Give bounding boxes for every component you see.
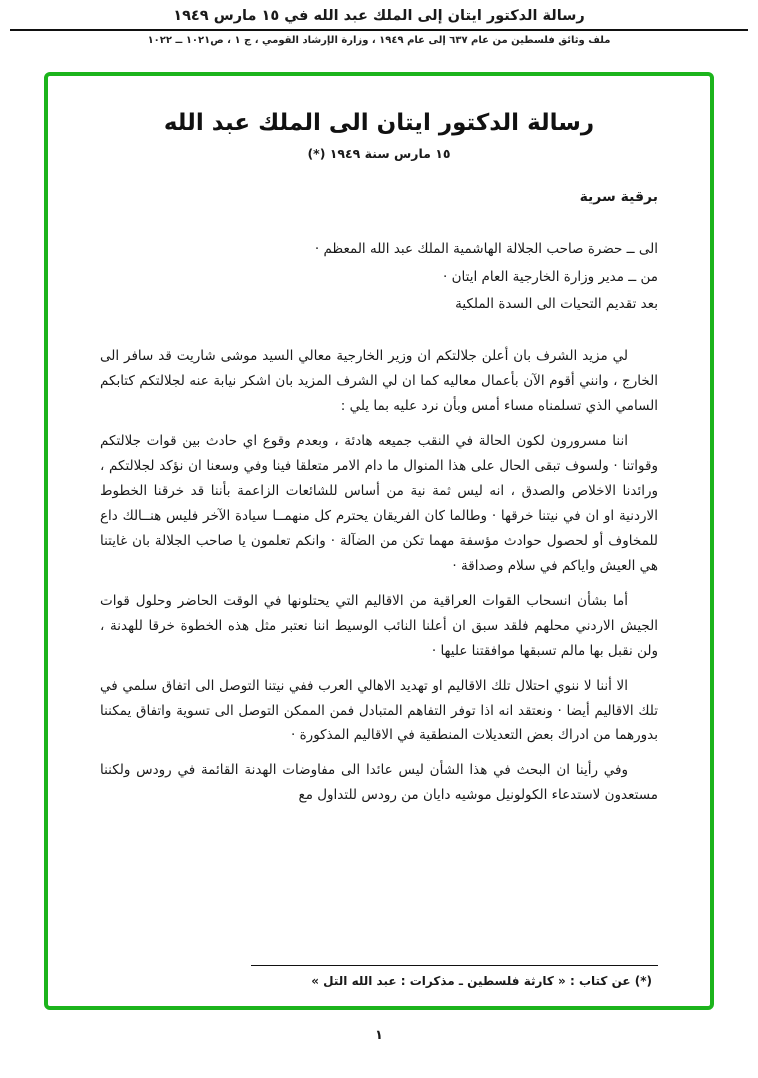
- scanned-letter-frame: [44, 72, 714, 1010]
- header-divider: [10, 29, 748, 31]
- header-source-line: ملف وثائق فلسطين من عام ٦٣٧ إلى عام ١٩٤٩ ، وزارة الإرشاد القومي ، ج ١ ، ص١٠٢١ ــ ١٠٢٢: [147, 35, 611, 46]
- to-line: الى ــ حضرة صاحب الجلالة الهاشمية الملك عبد الله المعظم ·: [314, 241, 658, 257]
- page-header: [0, 0, 758, 46]
- letter-paragraph: وفي رأينا ان البحث في هذا الشأن ليس عائدا الى مفاوضات الهدنة القائمة في رودس ولكننا مستعدون لاستدعاء الكولونيل موشيه دايان من رودس للتداول مع: [100, 762, 658, 804]
- letter-paragraph: لي مزيد الشرف بان أعلن جلالتكم ان وزير الخارجية معالي السيد موشى شاريت قد سافر الى الخارج ، وانني أقوم الآن بأعمال معاليه كما ان لي الشرف المزيد بان اشكر نيابة عنه لجلالتكم كتابكم السامي الذي تسلمناه مساء أمس وبأن نرد عليه بما يلي :: [100, 347, 658, 414]
- page-number: ١: [375, 1028, 383, 1043]
- classification-label: برقية سرية: [579, 189, 658, 205]
- letter-title: رسالة الدكتور ايتان الى الملك عبد الله: [163, 110, 595, 136]
- address-block: [100, 237, 658, 320]
- header-title: رسالة الدكتور ايتان إلى الملك عبد الله في ١٥ مارس ١٩٤٩: [173, 8, 585, 24]
- from-line: من ــ مدير وزارة الخارجية العام ايتان ·: [443, 268, 658, 285]
- footnote-divider: [251, 965, 658, 966]
- letter-body: [100, 334, 658, 808]
- salutation-line: بعد تقديم التحيات الى السدة الملكية: [455, 296, 658, 313]
- footnote-text: (*) عن كتاب : « كارثة فلسطين ـ مذكرات : عبد الله التل »: [311, 974, 652, 988]
- footnote-area: [100, 965, 658, 988]
- letter-date-subtitle: ١٥ مارس سنة ١٩٤٩ (*): [307, 146, 451, 161]
- letter-paragraph: اننا مسرورون لكون الحالة في النقب جميعه هادئة ، وبعدم وقوع اي حادث بين قوات جلالتكم وقواتنا · ولسوف تبقى الحال على هذا المنوال ما دام الامر متعلقا فينا وفي وسعنا ان نؤكد لجلالتكم ، ورائدنا الاخلاص والصدق ، انه ليس ثمة نية من أساس للشائعات الزاعمة بأننا قد خرقنا الخطوط الاردنية او ان في نيتنا خرقها · وطالما كان الفريقان يحترم كل منهمــا سيادة الآخر فليس هنــالك داع للمخاوف أو لحصول حوادث مؤسفة مهما تكن من الضآلة · وانكم تعلمون يا صاحب الجلالة بان غايتنا هي العيش واياكم في سلام وصداقة ·: [100, 432, 658, 574]
- letter-paragraph: أما بشأن انسحاب القوات العراقية من الاقاليم التي يحتلونها في الوقت الحاضر وحلول قوات الجيش الاردني محلهم فلقد سبق ان أعلنا النائب الوسيط اننا نعتبر مثل هذه الخطوة خرقا للهدنة ، ولن نقبل بها مالم تسبقها موافقتنا عليها ·: [100, 592, 658, 659]
- letter-paragraph: الا أننا لا ننوي احتلال تلك الاقاليم او تهديد الاهالي العرب ففي نيتنا التوصل الى اتفاق سلمي في تلك الاقاليم أيضا · ونعتقد انه اذا توفر التفاهم المتبادل فمن الممكن التوصل الى تسوية واتفاق يمكننا بدورهما من ادراك بعض التعديلات المنطقية في الاقاليم المذكورة ·: [100, 677, 658, 744]
